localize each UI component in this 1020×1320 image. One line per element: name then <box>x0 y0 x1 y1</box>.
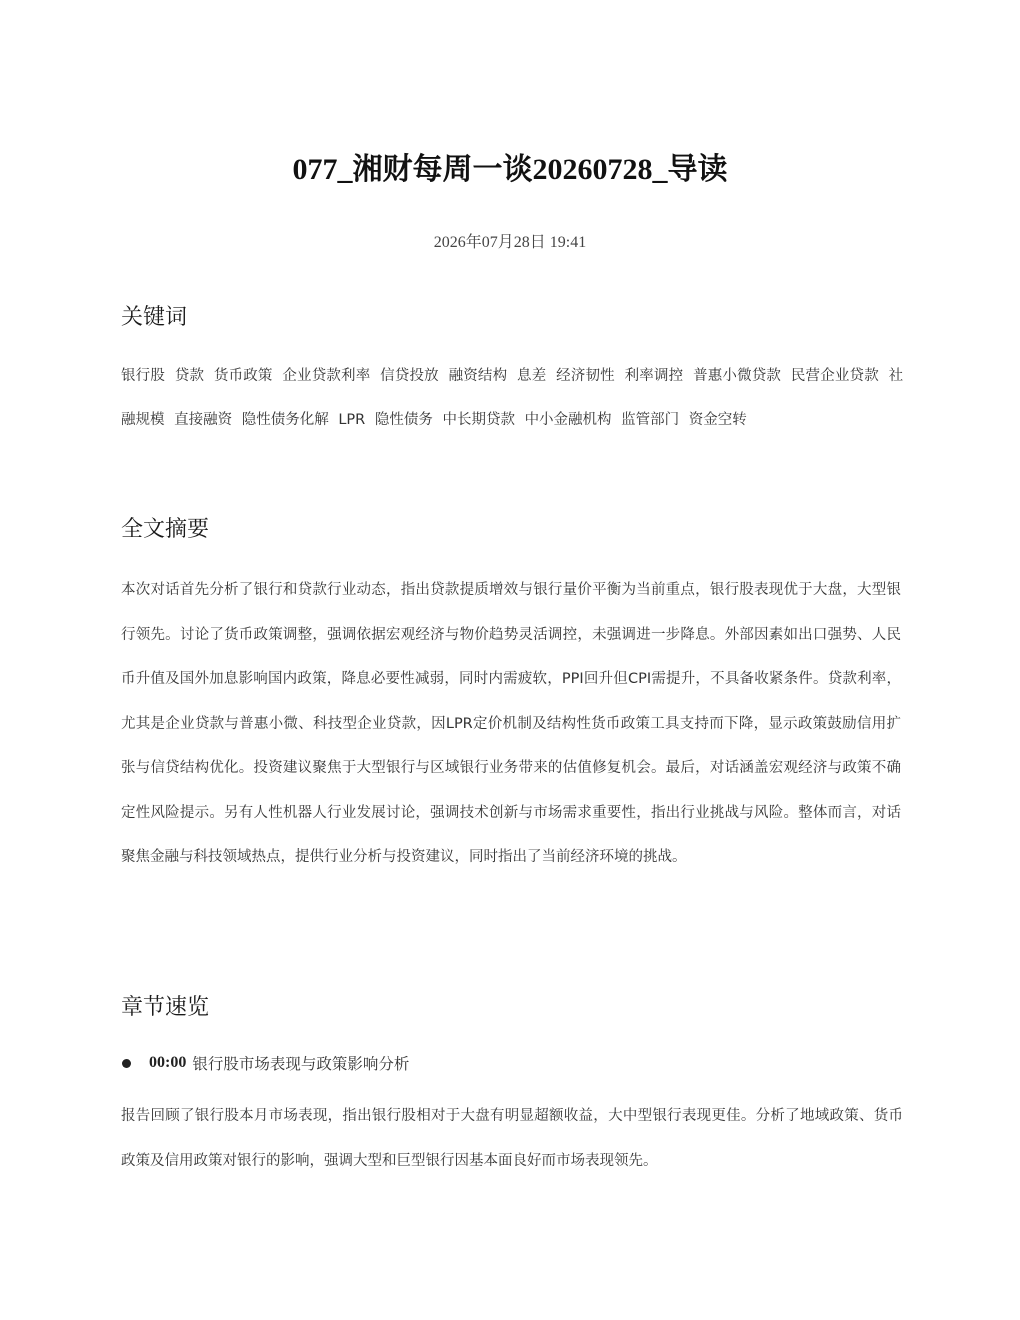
summary-text: 本次对话首先分析了银行和贷款行业动态，指出贷款提质增效与银行量价平衡为当前重点，银行股表现优于大盘，大型银行领先。讨论了货币政策调整，强调依据宏观经济与物价趋势灵活调控，未强调进一步降息。外部因素如出口强势、人民币升值及国外加息影响国内政策，降息必要性减弱，同时内需疲软，PPI回升但CPI需提升，不具备收紧条件。贷款利率，尤其是企业贷款与普惠小微、科技型企业贷款，因LPR定价机制及结构性货币政策工具支持而下降，显示政策鼓励信用扩张与信贷结构优化。投资建议聚焦于大型银行与区域银行业务带来的估值修复机会。最后，对话涵盖宏观经济与政策不确定性风险提示。另有人性机器人行业发展讨论，强调技术创新与市场需求重要性，指出行业挑战与风险。整体而言，对话聚焦金融与科技领域热点，提供行业分析与投资建议，同时指出了当前经济环境的挑战。 <box>121 582 901 865</box>
keyword-item: 银行股 <box>121 368 165 384</box>
keyword-item: 隐性债务 <box>374 412 433 428</box>
chapter-item <box>121 1048 903 1183</box>
chapter-text: 报告回顾了银行股本月市场表现，指出银行股相对于大盘有明显超额收益，大中型银行表现更佳。分析了地域政策、货币政策及信用政策对银行的影响，强调大型和巨型银行因基本面良好而市场表现领先。 <box>121 1108 903 1169</box>
keyword-item: 中长期贷款 <box>442 412 515 428</box>
keyword-item: 直接融资 <box>174 412 233 428</box>
keywords-list <box>121 354 903 442</box>
chapters-heading: 章节速览 <box>121 995 210 1020</box>
keywords-heading: 关键词 <box>121 305 188 330</box>
chapter-header <box>121 1048 903 1078</box>
keyword-item: 息差 <box>517 368 547 384</box>
keyword-item: LPR <box>338 412 366 428</box>
keyword-item: 货币政策 <box>213 368 273 384</box>
keyword-item: 普惠小微贷款 <box>693 368 782 384</box>
document-date: 2026年07月28日 19:41 <box>433 234 587 251</box>
chapter-title: 银行股市场表现与政策影响分析 <box>192 1055 410 1073</box>
keyword-item: 隐性债务化解 <box>241 412 329 428</box>
keyword-item: 融资结构 <box>448 368 508 384</box>
summary-heading: 全文摘要 <box>121 517 210 542</box>
bullet-icon <box>122 1059 131 1068</box>
keyword-item: 信贷投放 <box>380 368 439 384</box>
keyword-item: 经济韧性 <box>556 368 615 384</box>
document-title: 077_湘财每周一谈20260728_导读 <box>292 153 728 186</box>
keyword-item: 监管部门 <box>621 412 680 428</box>
keyword-item: 中小金融机构 <box>524 412 612 428</box>
keyword-item: 利率调控 <box>624 368 684 384</box>
chapter-timestamp: 00:00 <box>149 1054 187 1071</box>
keyword-item: 资金空转 <box>688 412 747 428</box>
keyword-item: 社融规模 <box>121 368 904 428</box>
keyword-item: 贷款 <box>174 368 205 384</box>
keyword-item: 企业贷款利率 <box>282 368 371 384</box>
keyword-item: 民营企业贷款 <box>790 368 879 384</box>
